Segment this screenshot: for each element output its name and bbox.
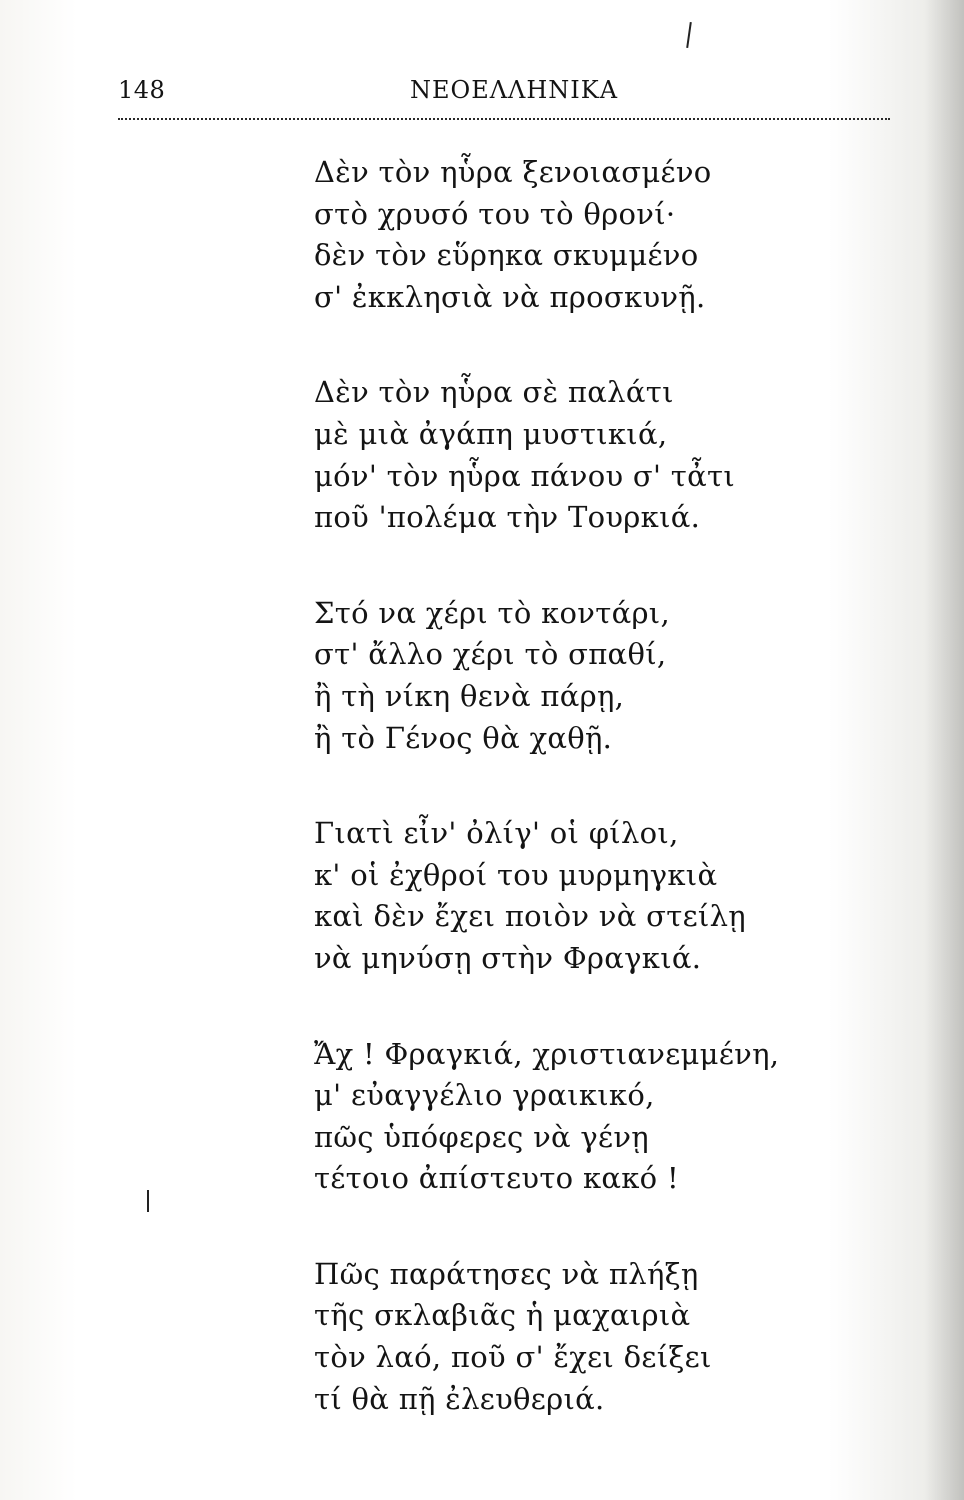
verse-line: κ' οἱ ἐχθροί του μυρμηγκιὰ bbox=[314, 857, 718, 892]
stanza-6 bbox=[314, 1254, 774, 1420]
verse-line: καὶ δὲν ἔχει ποιὸν νὰ στείλῃ bbox=[314, 899, 746, 934]
page-number: 148 bbox=[118, 76, 166, 104]
verse-line: Πῶς παράτησες νὰ πλήξῃ bbox=[314, 1256, 699, 1291]
ink-mark bbox=[147, 1190, 149, 1212]
verse-line: νὰ μηνύσῃ στὴν Φραγκιά. bbox=[314, 940, 702, 975]
verse-line: μόν' τὸν ηὗρα πάνου σ' τἆτι bbox=[314, 458, 736, 493]
stanza-3 bbox=[314, 593, 774, 759]
verse-line: τῆς σκλαβιᾶς ἡ μαχαιριὰ bbox=[314, 1298, 691, 1333]
stanza-1 bbox=[314, 152, 774, 318]
stanza-2 bbox=[314, 372, 774, 538]
verse-line: Δὲν τὸν ηὗρα σὲ παλάτι bbox=[314, 375, 674, 410]
ink-mark bbox=[686, 22, 692, 48]
stanza-4 bbox=[314, 813, 774, 979]
verse-line: στὸ χρυσό του τὸ θρονί· bbox=[314, 196, 676, 231]
verse-line: ἢ τὸ Γένος θὰ χαθῇ. bbox=[314, 720, 613, 755]
stanza-5 bbox=[314, 1034, 780, 1200]
verse-line: τί θὰ πῇ ἐλευθεριά. bbox=[314, 1381, 605, 1416]
verse-line: ἢ τὴ νίκη θενὰ πάρῃ, bbox=[314, 678, 625, 713]
verse-line: Στό να χέρι τὸ κοντάρι, bbox=[314, 595, 670, 630]
verse-line: στ' ἄλλο χέρι τὸ σπαθί, bbox=[314, 637, 667, 672]
verse-line: Δὲν τὸν ηὗρα ξενοιασμένο bbox=[314, 155, 712, 189]
verse-line: Γιατὶ εἶν' ὀλίγ' οἱ φίλοι, bbox=[314, 816, 679, 851]
verse-line: μὲ μιὰ ἀγάπη μυστικιά, bbox=[314, 416, 668, 451]
verse-line: δὲν τὸν εὕρηκα σκυμμένο bbox=[314, 238, 699, 273]
page-header bbox=[118, 72, 890, 112]
verse-line: πῶς ὑπόφερες νὰ γένῃ bbox=[314, 1119, 649, 1154]
verse-line: τὸν λαό, ποῦ σ' ἔχει δείξει bbox=[314, 1340, 712, 1375]
header-rule bbox=[118, 118, 890, 120]
poem bbox=[314, 152, 780, 1474]
verse-line: μ' εὐαγγέλιο γραικικό, bbox=[314, 1078, 655, 1113]
verse-line: σ' ἐκκλησιὰ νὰ προσκυνῇ. bbox=[314, 279, 706, 314]
verse-line: ποῦ 'πολέμα τὴν Τουρκιά. bbox=[314, 500, 701, 535]
verse-line: Ἄχ ! Φραγκιά, χριστιανεμμένη, bbox=[314, 1036, 780, 1071]
page-gutter-shadow bbox=[924, 0, 964, 1500]
running-title: ΝΕΟΕΛΛΗΝΙΚΑ bbox=[410, 76, 619, 104]
verse-line: τέτοιο ἀπίστευτο κακό ! bbox=[314, 1161, 679, 1196]
